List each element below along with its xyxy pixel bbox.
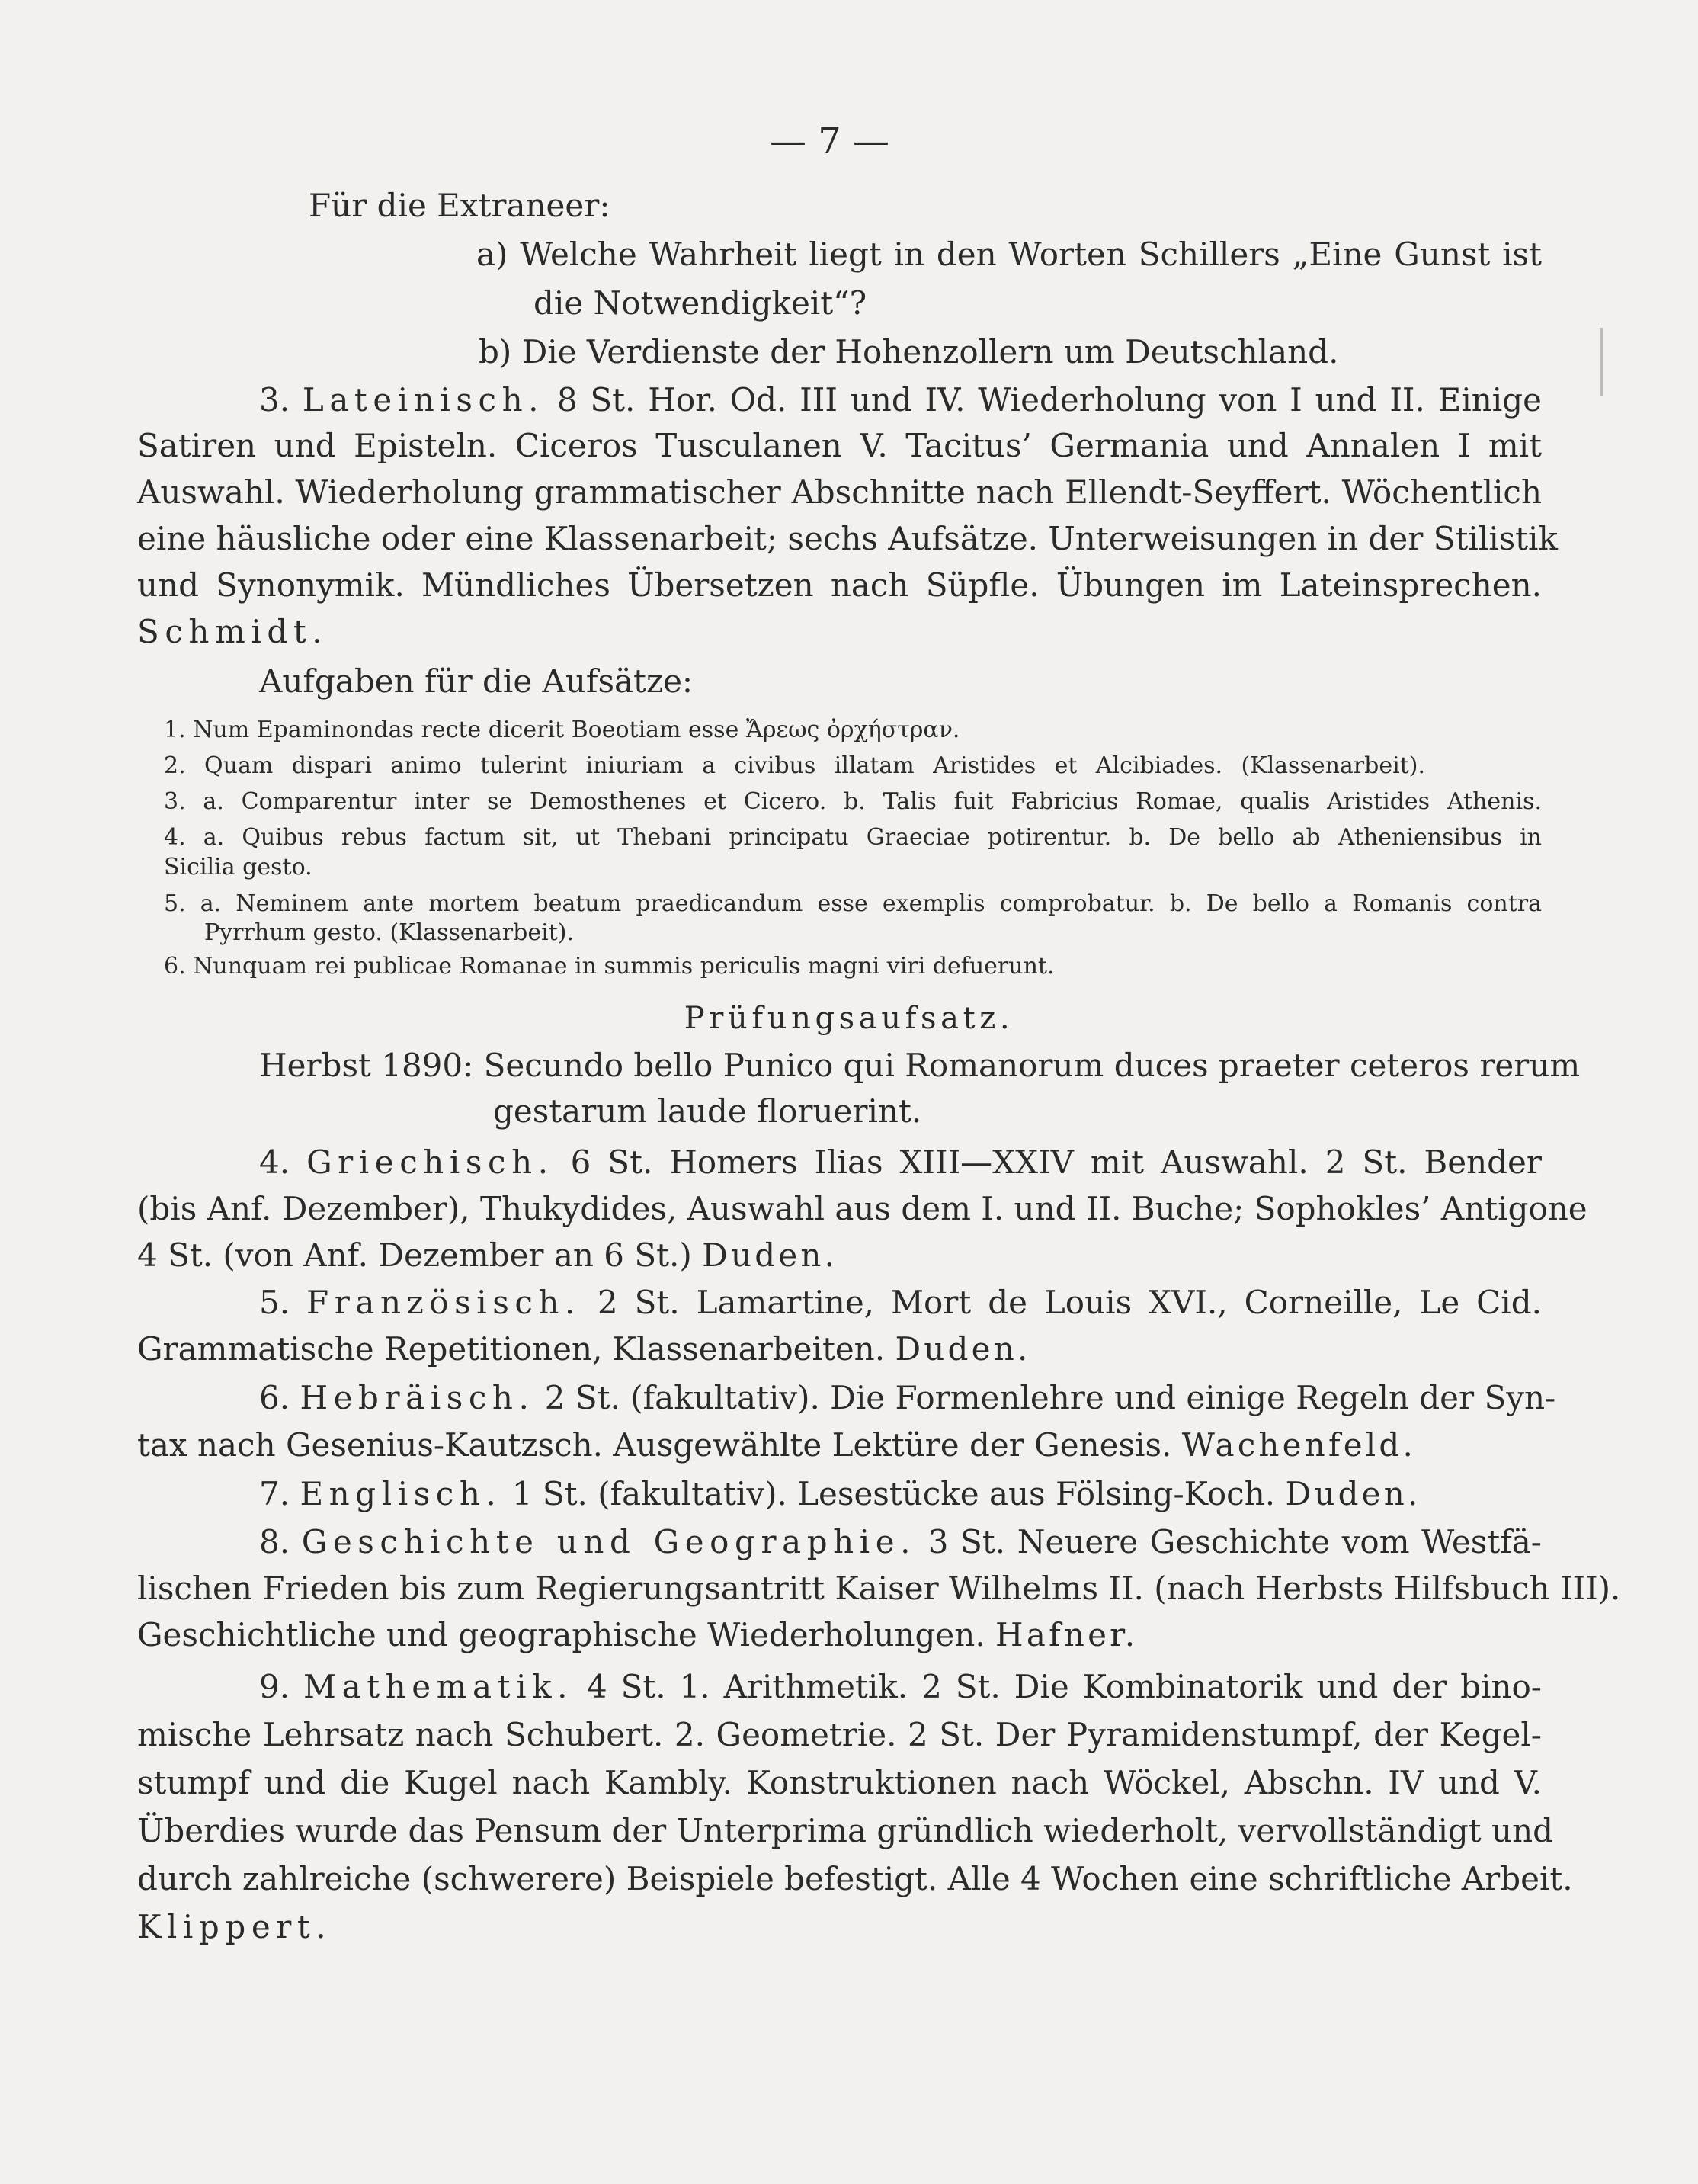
aufgaben-heading: Aufgaben für die Aufsätze:: [259, 662, 694, 700]
mathematik-line1: [259, 1664, 1542, 1710]
pruefung-line1: Herbst 1890: Secundo bello Punico qui Romanorum duces praeter ceteros rerum: [259, 1047, 1581, 1084]
griechisch-line3: [137, 1233, 976, 1278]
mathematik-teacher: Klippert.: [137, 1908, 332, 1945]
griechisch-teacher: Duden.: [702, 1236, 838, 1274]
hebraeisch-line1-rest: 2 St. (fakultativ). Die Formenlehre und einige Regeln der Syn-: [544, 1379, 1556, 1416]
hebraeisch-line1: [259, 1375, 1556, 1421]
pruefungsaufsatz-heading: Prüfungsaufsatz.: [684, 1001, 1014, 1036]
franzoesisch-number: 5.: [259, 1284, 290, 1321]
griechisch-subject: Griechisch.: [306, 1143, 554, 1181]
englisch-subject: Englisch.: [300, 1475, 502, 1512]
page-number: — 7 —: [770, 120, 890, 162]
geschichte-line3-text: Geschichtliche und geographische Wiederholungen.: [137, 1616, 985, 1653]
latein-line4: eine häusliche oder eine Klassenarbeit; sechs Aufsätze. Unterweisungen in der Stilistik: [137, 520, 1558, 557]
latein-line5: und Synonymik. Mündliches Übersetzen nach Süpfle. Übungen im Lateinsprechen.: [137, 566, 1542, 604]
latein-line2: Satiren und Episteln. Ciceros Tusculanen V. Tacitus’ Germania und Annalen I mit: [137, 427, 1542, 464]
pruefung-line2: gestarum laude floruerint.: [493, 1092, 922, 1130]
franzoesisch-line1-rest: 2 St. Lamartine, Mort de Louis XVI., Corneille, Le Cid.: [597, 1284, 1542, 1321]
griechisch-line2: (bis Anf. Dezember), Thukydides, Auswahl aus dem I. und II. Buche; Sophokles’ Antigone: [137, 1190, 1587, 1227]
griechisch-line1-rest: 6 St. Homers Ilias XIII—XXIV mit Auswahl. 2 St. Bender: [570, 1143, 1542, 1181]
franzoesisch-subject: Französisch.: [306, 1284, 581, 1321]
latein-line3: Auswahl. Wiederholung grammatischer Abschnitte nach Ellendt-Seyffert. Wöchentlich: [137, 473, 1542, 511]
mathematik-number: 9.: [259, 1668, 290, 1705]
hebraeisch-number: 6.: [259, 1379, 290, 1416]
extraneer-topic-b: b) Die Verdienste der Hohenzollern um Deutschland.: [479, 333, 1339, 370]
mathematik-subject: Mathematik.: [303, 1668, 573, 1705]
aufgabe-2: 2. Quam dispari animo tulerint iniuriam a civibus illatam Aristides et Alcibiades. (Klassenarbeit).: [164, 752, 1425, 779]
franzoesisch-teacher: Duden.: [895, 1330, 1031, 1368]
extraneer-topic-a-line2: die Notwendigkeit“?: [533, 284, 867, 322]
aufgabe-5: 5. a. Neminem ante mortem beatum praedicandum esse exemplis comprobatur. b. De bello a Romanis contra: [164, 890, 1542, 917]
latein-teacher: Schmidt.: [137, 613, 328, 650]
geschichte-line2: lischen Frieden bis zum Regierungsantritt Kaiser Wilhelms II. (nach Herbsts Hilfsbuch III).: [137, 1570, 1621, 1607]
aufgabe-1: 1. Num Epaminondas recte dicerit Boeotiam esse Ἄρεως ὀρχήστραν.: [164, 717, 960, 743]
hebraeisch-line2-text: tax nach Gesenius-Kautzsch. Ausgewählte Lektüre der Genesis.: [137, 1426, 1172, 1464]
franzoesisch-line2-text: Grammatische Repetitionen, Klassenarbeiten.: [137, 1330, 886, 1368]
griechisch-line1: [259, 1140, 1542, 1185]
aufgabe-3: 3. a. Comparentur inter se Demosthenes et Cicero. b. Talis fuit Fabricius Romae, qualis Aristides Athenis.: [164, 788, 1542, 815]
latein-line1-rest: 8 St. Hor. Od. III und IV. Wiederholung von I und II. Einige: [556, 381, 1542, 419]
mathematik-line4: Überdies wurde das Pensum der Unterprima gründlich wiederholt, vervollständigt und: [137, 1812, 1554, 1849]
geschichte-number: 8.: [259, 1523, 290, 1560]
franzoesisch-line2: [137, 1326, 1128, 1372]
griechisch-line3-text: 4 St. (von Anf. Dezember an 6 St.): [137, 1236, 692, 1274]
aufgabe-4-cont: Sicilia gesto.: [164, 854, 312, 880]
aufgabe-4: 4. a. Quibus rebus factum sit, ut Thebani principatu Graeciae potirentur. b. De bello ab Atheniensibus in: [164, 824, 1542, 851]
latein-subject: Lateinisch.: [302, 381, 545, 419]
englisch-line1: [259, 1471, 1479, 1517]
mathematik-line5: durch zahlreiche (schwerere) Beispiele befestigt. Alle 4 Wochen eine schriftliche Arbeit.: [137, 1860, 1573, 1897]
hebraeisch-subject: Hebräisch.: [300, 1379, 535, 1416]
geschichte-line3: [137, 1612, 1204, 1658]
hebraeisch-teacher: Wachenfeld.: [1181, 1426, 1417, 1464]
franzoesisch-line1: [259, 1280, 1542, 1326]
englisch-number: 7.: [259, 1475, 290, 1512]
griechisch-number: 4.: [259, 1143, 290, 1181]
geschichte-line1: [259, 1519, 1542, 1565]
extraneer-topic-a-line1: a) Welche Wahrheit liegt in den Worten Schillers „Eine Gunst ist: [476, 236, 1542, 273]
hebraeisch-line2: [137, 1422, 1448, 1468]
aufgabe-5-cont: Pyrrhum gesto. (Klassenarbeit).: [204, 919, 574, 946]
aufgabe-6: 6. Nunquam rei publicae Romanae in summis periculis magni viri defuerunt.: [164, 953, 1055, 980]
mathematik-line2: mische Lehrsatz nach Schubert. 2. Geometrie. 2 St. Der Pyramidenstumpf, der Kegel-: [137, 1716, 1542, 1753]
englisch-line1-text: 1 St. (fakultativ). Lesestücke aus Fölsing-Koch.: [511, 1475, 1276, 1512]
geschichte-line1-rest: 3 St. Neuere Geschichte vom Westfä-: [927, 1523, 1542, 1560]
latein-number: 3.: [259, 381, 290, 419]
margin-mark: [1600, 328, 1603, 396]
geschichte-subject: Geschichte und Geographie.: [301, 1523, 917, 1560]
latein-line1: [259, 377, 1542, 423]
extraneer-heading: Für die Extraneer:: [309, 187, 610, 224]
englisch-teacher: Duden.: [1285, 1475, 1421, 1512]
mathematik-line3: stumpf und die Kugel nach Kambly. Konstruktionen nach Wöckel, Abschn. IV und V.: [137, 1764, 1542, 1801]
geschichte-teacher: Hafner.: [995, 1616, 1139, 1653]
mathematik-line1-rest: 4 St. 1. Arithmetik. 2 St. Die Kombinatorik und der bino-: [586, 1668, 1542, 1705]
